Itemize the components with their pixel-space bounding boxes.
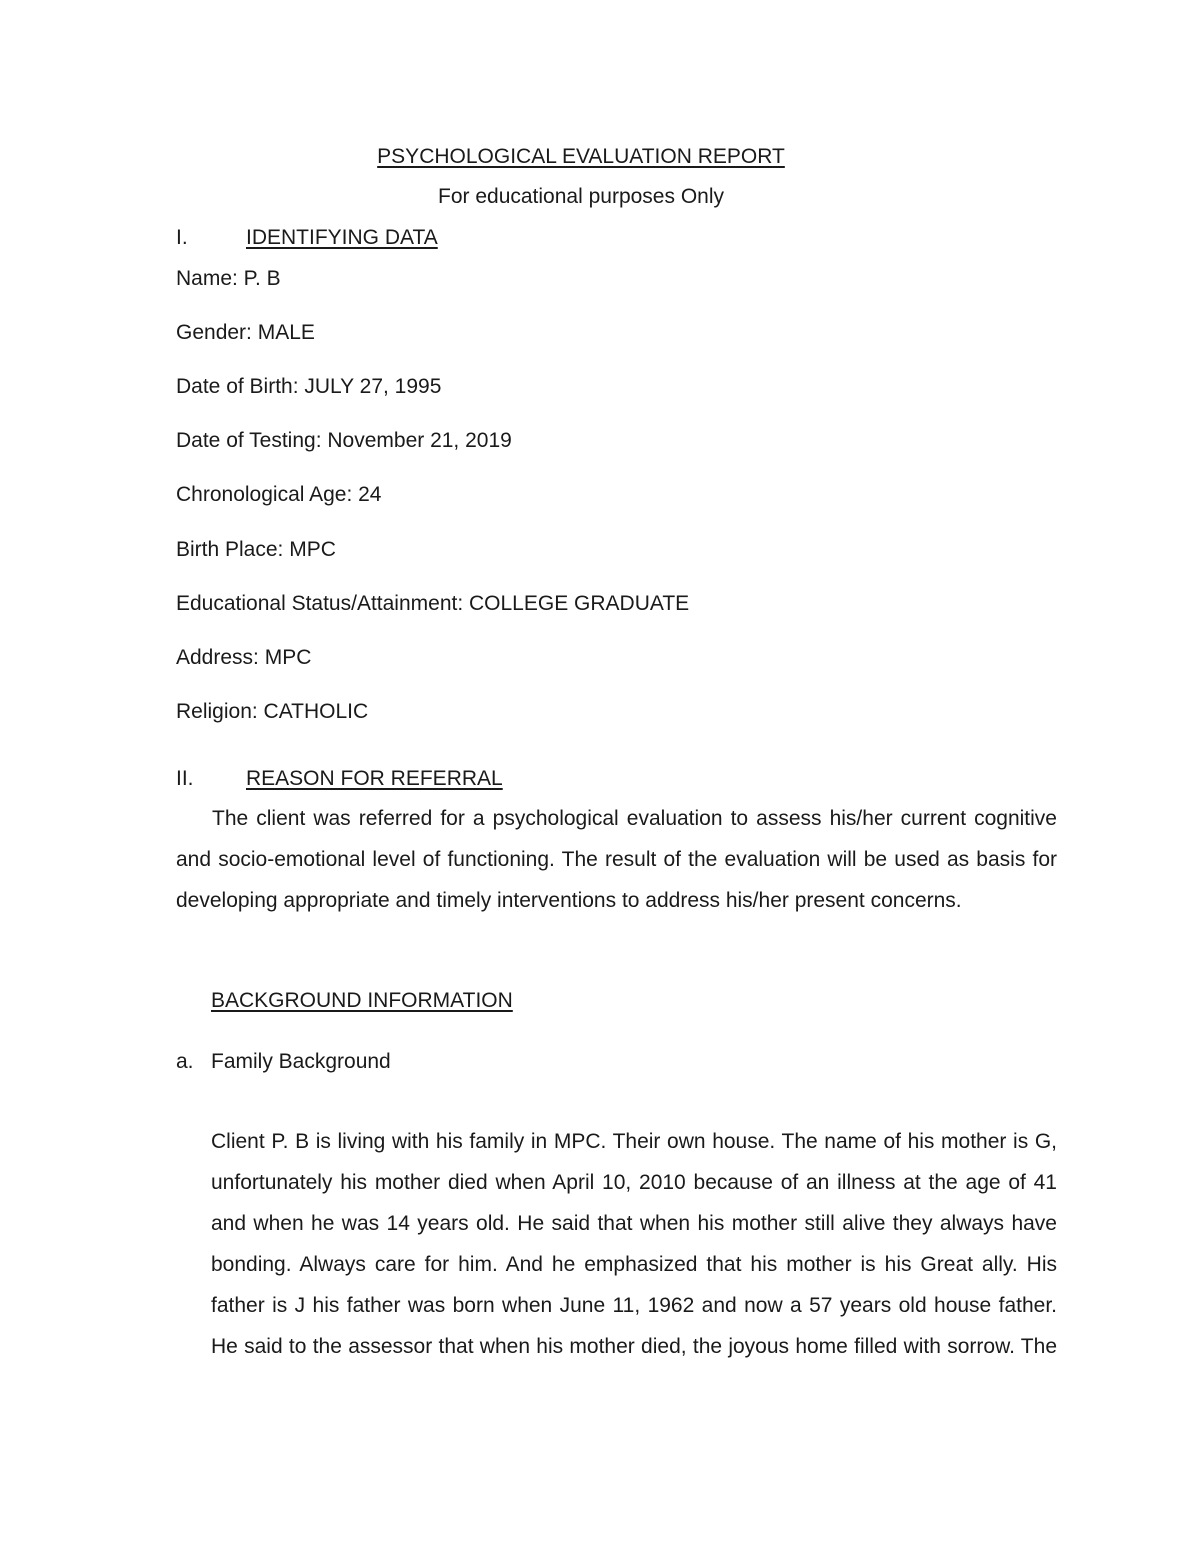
field-birth-place: Birth Place: MPC (176, 538, 336, 561)
subsection-heading: Family Background (211, 1050, 391, 1073)
referral-text: The client was referred for a psychological evaluation to assess his/her current cognitive and socio-emotional level of functioning. The result of the evaluation will be used as basis for developing appropriate and timely interventions to address his/her present concerns. (176, 807, 1057, 912)
family-background-paragraph (211, 1121, 1057, 1408)
section-1-number: I. (176, 226, 188, 249)
subsection-letter: a. (176, 1050, 194, 1073)
section-3-heading: BACKGROUND INFORMATION (211, 989, 513, 1012)
field-date-of-testing: Date of Testing: November 21, 2019 (176, 429, 512, 452)
field-chronological-age: Chronological Age: 24 (176, 483, 382, 506)
section-2-heading: REASON FOR REFERRAL (246, 767, 503, 790)
field-name: Name: P. B (176, 267, 281, 290)
field-date-of-birth: Date of Birth: JULY 27, 1995 (176, 375, 442, 398)
section-2-number: II. (176, 767, 194, 790)
field-religion: Religion: CATHOLIC (176, 700, 369, 723)
field-educational-status: Educational Status/Attainment: COLLEGE GRADUATE (176, 592, 690, 615)
family-background-text: Client P. B is living with his family in MPC. Their own house. The name of his mother is G, unfortunately his mother died when April 10, 2010 because of an illness at the age of 41 and when he was 14 years old. He said that when his mother still alive they always have bonding. Always care for him. And he emphasized that his mother is his Great ally. His father is J his father was born when June 11, 1962 and now a 57 years old house father. He said to the assessor that when his mother died, the joyous home filled with sorrow. The (211, 1130, 1057, 1358)
report-subtitle: For educational purposes Only (438, 185, 724, 208)
field-address: Address: MPC (176, 646, 312, 669)
section-1-heading: IDENTIFYING DATA (246, 226, 438, 249)
report-title: PSYCHOLOGICAL EVALUATION REPORT (377, 145, 785, 168)
referral-paragraph (176, 798, 1057, 921)
field-gender: Gender: MALE (176, 321, 315, 344)
